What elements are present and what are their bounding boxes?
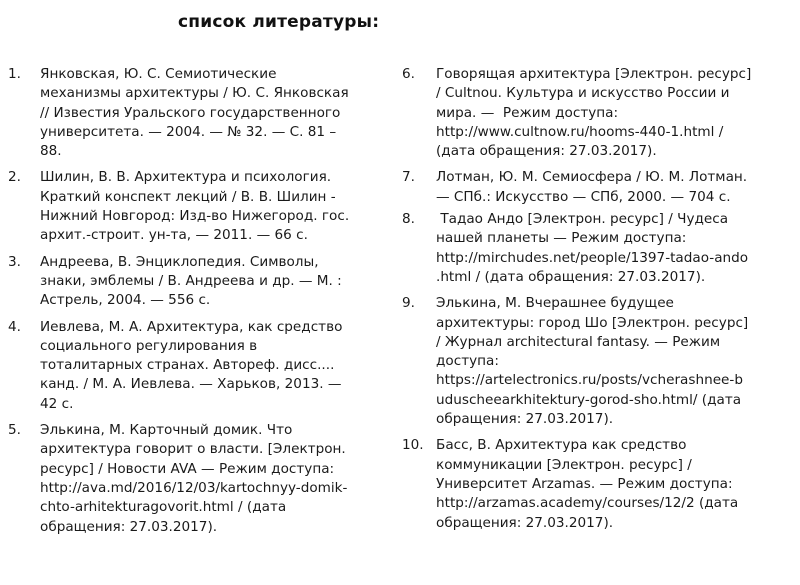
reference-item-1: [8, 65, 408, 161]
reference-text: Шилин, В. В. Архитектура и психология. Краткий конспект лекций / В. В. Шилин - Нижний Новгород: Изд-во Нижегород. гос. архит.-строит. ун-та, — 2011. — 66 с.: [40, 169, 350, 244]
reference-item-3: [8, 253, 408, 311]
reference-number: 8.: [402, 211, 415, 228]
reference-item-4: [8, 318, 408, 414]
reference-number: 9.: [402, 295, 415, 312]
reference-item-10: [402, 436, 800, 532]
reference-text: Иевлева, М. А. Архитектура, как средство социального регулирования в тоталитарных странах. Автореф. дисс.... канд. / М. А. Иевлева. — Харьков, 2013. — 42 с.: [40, 318, 343, 412]
reference-item-6: [402, 65, 800, 161]
reference-number: 7.: [402, 169, 415, 186]
reference-number: 1.: [8, 66, 21, 82]
reference-text: Говорящая архитектура [Электрон. ресурс] / Cultnou. Культура и искусство России и мира. — Режим доступа: http://www.cultnow.ru/hooms-440-1.html / (дата обращения: 27.03.2017).: [436, 66, 752, 160]
reference-number: 5.: [8, 422, 21, 439]
reference-text: Лотман, Ю. М. Семиосфера / Ю. М. Лотман. — СПб.: Искусство — СПб, 2000. — 704 с.: [436, 169, 748, 205]
reference-number: 4.: [8, 318, 21, 335]
reference-text: Элькина, М. Карточный домик. Что архитектура говорит о власти. [Электрон. ресурс] / Новости AVA — Режим доступа: http://ava.md/2016/12/03/kartochnyy-domik- chto-arhitekturagovorit.html / (дата обращения: 27.03.2017).: [40, 422, 348, 535]
reference-item-2: [8, 168, 408, 245]
reference-list-right: [402, 65, 800, 540]
reference-number: 3.: [8, 253, 21, 270]
reference-number: 10.: [402, 437, 424, 454]
reference-item-9: [402, 294, 800, 429]
reference-item-5: [8, 421, 408, 537]
reference-number: 6.: [402, 66, 415, 82]
reference-text: Басс, В. Архитектура как средство коммуникации [Электрон. ресурс] / Университет Arzamas. — Режим доступа: http://arzamas.academy/courses/12/2 (дата обращения: 27.03.2017).: [436, 437, 739, 531]
reference-item-7: [402, 168, 800, 207]
reference-item-8: [402, 210, 800, 287]
reference-text: Элькина, М. Вчерашнее будущее архитектуры: город Шо [Электрон. ресурс] / Журнал architectural fantasy. — Режим доступа: https://artelectronics.ru/posts/vcherashnee-b uduscheearkhitektury-gorod-sho.html/ (дата обращения: 27.03.2017).: [436, 295, 749, 428]
reference-list-left: [8, 65, 408, 544]
reference-text: Тадао Андо [Электрон. ресурс] / Чудеса нашей планеты — Режим доступа: http://mirchudes.net/people/1397-tadao-ando .html / (дата обращения: 27.03.2017).: [436, 211, 749, 285]
page-title: список литературы:: [178, 12, 380, 32]
reference-text: Андреева, В. Энциклопедия. Символы, знаки, эмблемы / В. Андреева и др. — М. : Астрель, 2004. — 556 с.: [40, 253, 342, 309]
reference-number: 2.: [8, 169, 21, 186]
reference-text: Янковская, Ю. С. Семиотические механизмы архитектуры / Ю. С. Янковская // Известия Уральского государственного университета. — 2004. — № 32. — С. 81 – 88.: [40, 66, 349, 160]
